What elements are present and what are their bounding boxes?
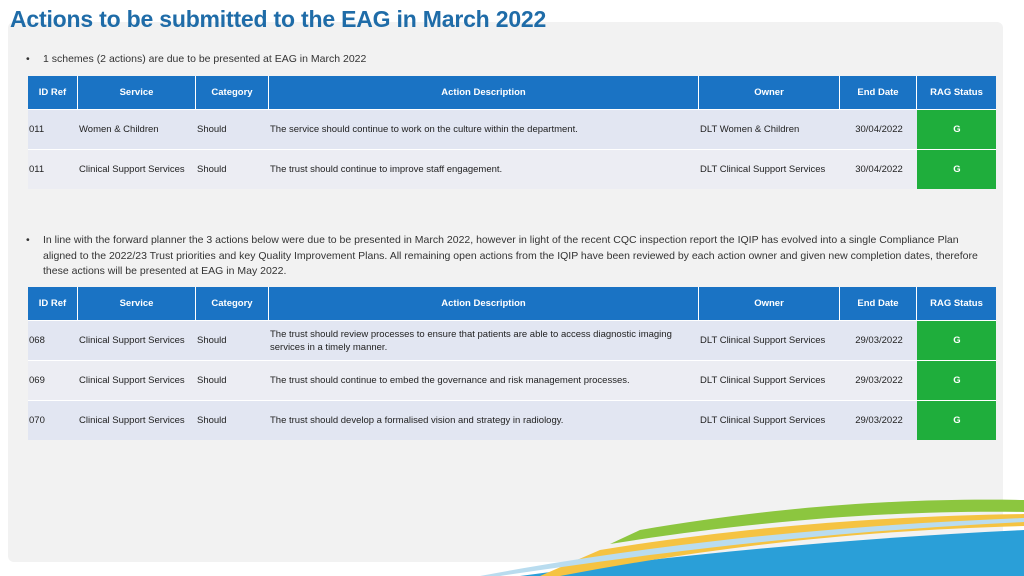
cell-service: Clinical Support Services [78,320,196,360]
bullet-dot: • [26,53,30,65]
table-row [28,109,996,149]
cell-owner: DLT Clinical Support Services [699,320,840,360]
table-row [28,320,996,360]
col-rag-status: RAG Status [917,76,996,109]
cell-service: Clinical Support Services [78,400,196,440]
cell-description: The trust should review processes to ensure that patients are able to access diagnostic imaging services in a timely manner. [269,320,699,360]
bullet-text: 1 schemes (2 actions) are due to be presented at EAG in March 2022 [43,53,367,65]
col-service: Service [78,76,196,109]
page-title: Actions to be submitted to the EAG in March 2022 [10,6,547,32]
cell-owner: DLT Clinical Support Services [699,400,840,440]
table-row [28,360,996,400]
cell-category: Should [196,109,269,149]
col-end-date: End Date [840,287,917,320]
table-header-row [28,76,996,109]
table-row [28,400,996,440]
bullet-dot: • [26,234,30,246]
actions-table-deferred [28,287,996,440]
cell-end-date: 29/03/2022 [840,320,917,360]
cell-service: Clinical Support Services [78,360,196,400]
col-owner: Owner [699,76,840,109]
cell-owner: DLT Women & Children [699,109,840,149]
table-header-row [28,287,996,320]
cell-service: Women & Children [78,109,196,149]
col-id-ref: ID Ref [28,287,78,320]
col-id-ref: ID Ref [28,76,78,109]
cell-id: 068 [28,320,78,360]
cell-id: 011 [28,149,78,189]
cell-end-date: 29/03/2022 [840,400,917,440]
cell-category: Should [196,400,269,440]
cell-category: Should [196,360,269,400]
col-owner: Owner [699,287,840,320]
cell-end-date: 30/04/2022 [840,149,917,189]
cell-category: Should [196,149,269,189]
col-action-description: Action Description [269,76,699,109]
col-action-description: Action Description [269,287,699,320]
cell-service: Clinical Support Services [78,149,196,189]
cell-end-date: 30/04/2022 [840,109,917,149]
col-rag-status: RAG Status [917,287,996,320]
cell-id: 069 [28,360,78,400]
cell-id: 011 [28,109,78,149]
cell-rag-status: G [917,149,996,189]
actions-table-march [28,76,996,189]
decorative-waves [0,460,1024,576]
cell-description: The trust should develop a formalised vision and strategy in radiology. [269,400,699,440]
cell-rag-status: G [917,109,996,149]
cell-end-date: 29/03/2022 [840,360,917,400]
cell-description: The trust should continue to improve staff engagement. [269,149,699,189]
col-category: Category [196,76,269,109]
table-row [28,149,996,189]
cell-owner: DLT Clinical Support Services [699,360,840,400]
cell-owner: DLT Clinical Support Services [699,149,840,189]
col-service: Service [78,287,196,320]
cell-rag-status: G [917,320,996,360]
cell-description: The trust should continue to embed the governance and risk management processes. [269,360,699,400]
col-end-date: End Date [840,76,917,109]
cell-rag-status: G [917,360,996,400]
bullet-schemes [26,52,943,68]
cell-description: The service should continue to work on the culture within the department. [269,109,699,149]
cell-rag-status: G [917,400,996,440]
cell-id: 070 [28,400,78,440]
bullet-text: In line with the forward planner the 3 actions below were due to be presented in March 2022, however in light of the recent CQC inspection report the IQIP has evolved into a single Compliance Plan aligned to the 2022/23 Trust priorities and key Quality Improvement Plans. All remaining open actions from the IQIP have been reviewed by each action owner and given new completion dates, therefore these actions will be presented at EAG in May 2022. [43,234,978,277]
bullet-forward-planner [26,233,993,280]
cell-category: Should [196,320,269,360]
col-category: Category [196,287,269,320]
